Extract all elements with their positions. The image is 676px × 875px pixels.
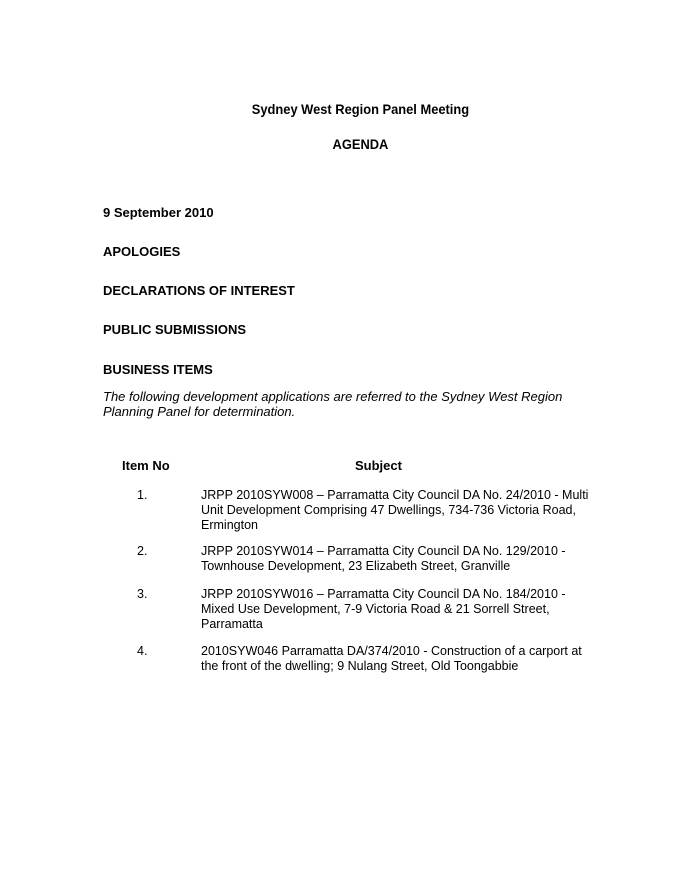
subject-column-header: Subject bbox=[355, 458, 402, 473]
apologies-heading: APOLOGIES bbox=[103, 244, 181, 259]
item-number: 2. bbox=[137, 544, 148, 558]
agenda-heading: AGENDA bbox=[332, 136, 389, 152]
item-number: 1. bbox=[137, 488, 148, 502]
business-items-heading: BUSINESS ITEMS bbox=[103, 362, 213, 377]
item-subject: 2010SYW046 Parramatta DA/374/2010 - Construction of a carport at the front of the dwelling; 9 Nulang Street, Old Toongabbie bbox=[201, 644, 582, 673]
meeting-date: 9 September 2010 bbox=[103, 205, 214, 220]
item-number: 3. bbox=[137, 587, 148, 601]
declarations-heading: DECLARATIONS OF INTEREST bbox=[103, 283, 295, 298]
item-subject: JRPP 2010SYW016 – Parramatta City Council DA No. 184/2010 - Mixed Use Development, 7-9 Victoria Road & 21 Sorrell Street, Parramatta bbox=[201, 587, 566, 631]
item-subject: JRPP 2010SYW008 – Parramatta City Council DA No. 24/2010 - Multi Unit Development Comprising 47 Dwellings, 734-736 Victoria Road, Ermington bbox=[201, 488, 589, 532]
item-subject: JRPP 2010SYW014 – Parramatta City Council DA No. 129/2010 - Townhouse Development, 23 Elizabeth Street, Granville bbox=[201, 544, 566, 573]
item-no-column-header: Item No bbox=[122, 458, 170, 473]
public-submissions-heading: PUBLIC SUBMISSIONS bbox=[103, 322, 247, 337]
page-title: Sydney West Region Panel Meeting bbox=[251, 101, 470, 117]
item-number: 4. bbox=[137, 644, 148, 658]
intro-text: The following development applications are referred to the Sydney West Region Planning Panel for determination. bbox=[103, 389, 563, 419]
